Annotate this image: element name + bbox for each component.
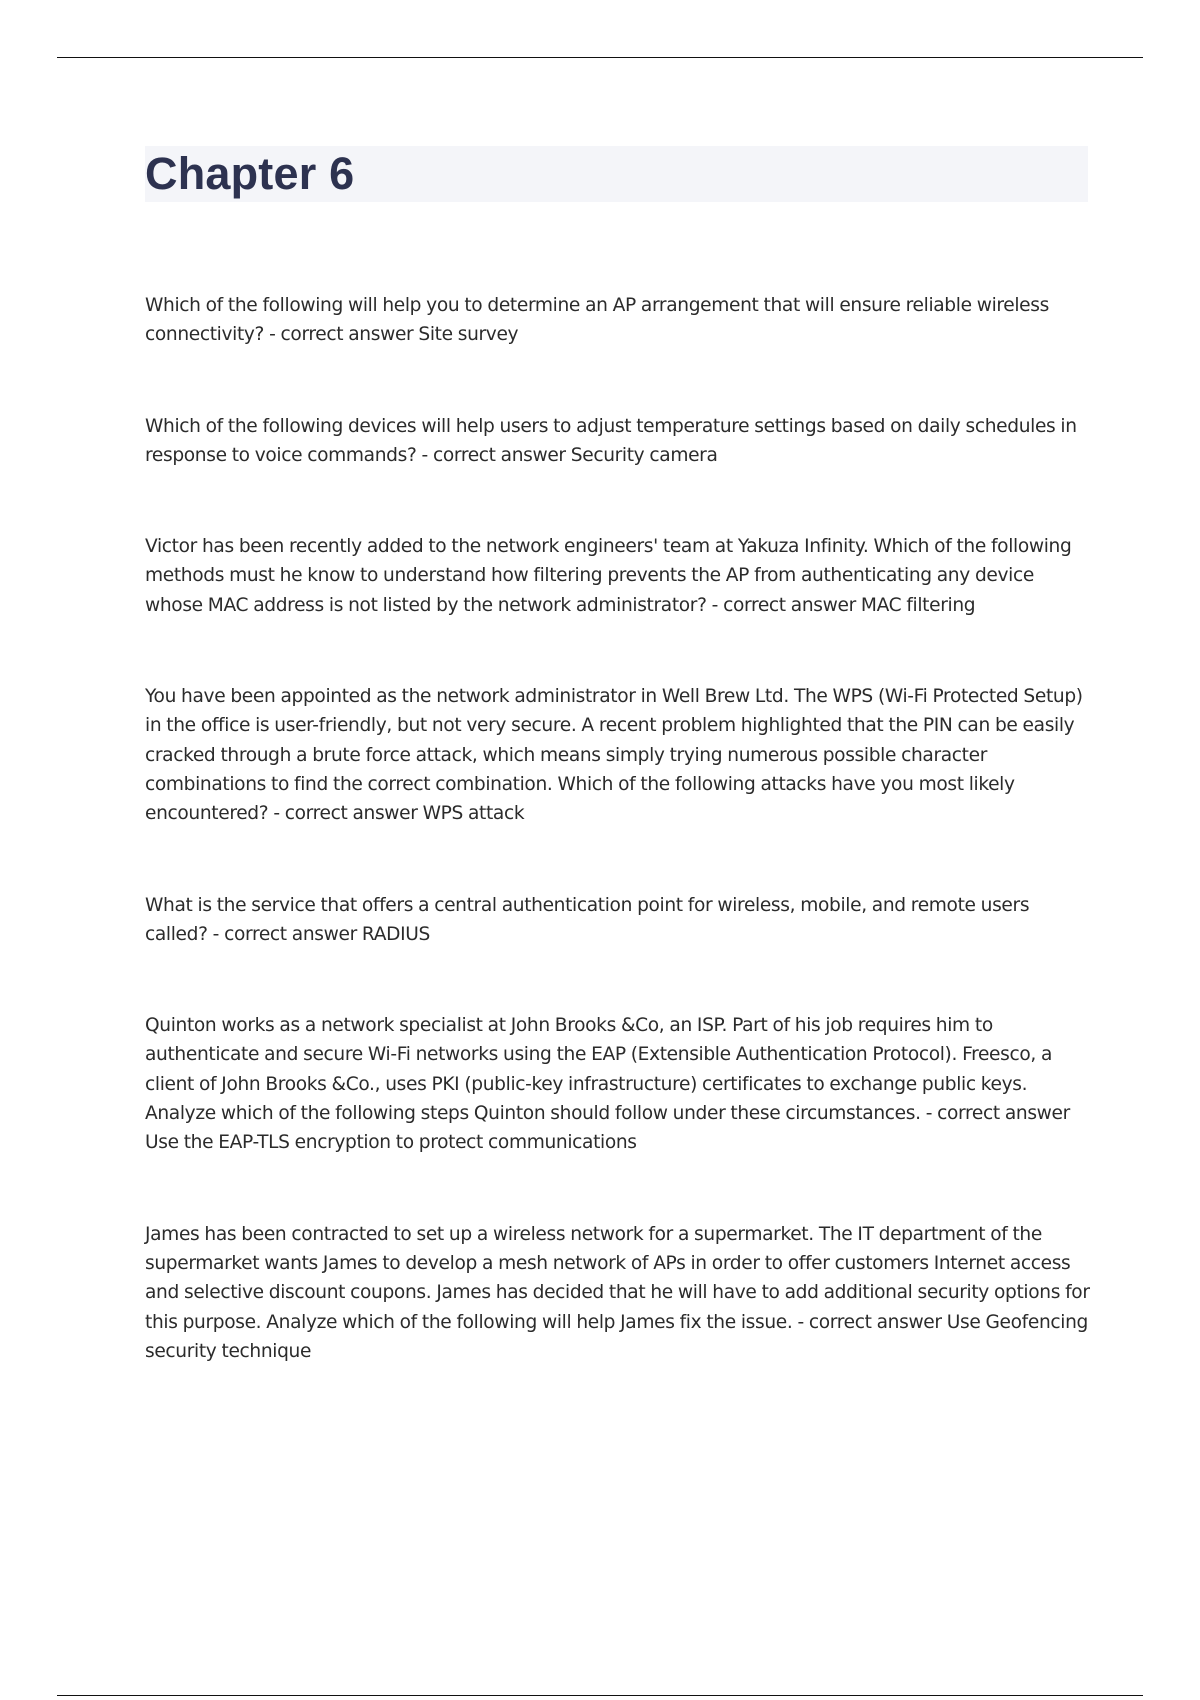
question-answer-list [145,291,1090,1428]
chapter-heading-band [145,146,1088,202]
qa-item: Victor has been recently added to the network engineers' team at Yakuza Infinity. Which of the following methods must he know to understand how filtering prevents the AP from authenticating any device whose MAC address is not listed by the network administrator? - correct answer MAC filtering [145,536,1072,616]
qa-item: Which of the following devices will help users to adjust temperature settings based on daily schedules in response to voice commands? - correct answer Security camera [145,415,1077,466]
chapter-title: Chapter 6 [145,148,355,199]
qa-item: What is the service that offers a central authentication point for wireless, mobile, and remote users called? - correct answer RADIUS [145,894,1030,945]
bottom-rule [57,1695,1143,1696]
qa-item: Which of the following will help you to determine an AP arrangement that will ensure reliable wireless connectivity? - correct answer Site survey [145,295,1049,346]
qa-item: You have been appointed as the network administrator in Well Brew Ltd. The WPS (Wi-Fi Protected Setup) in the office is user-friendly, but not very secure. A recent problem highlighted that the PIN can be easily cracked through a brute force attack, which means simply trying numerous possible character combinations to find the correct combination. Which of the following attacks have you most likely encountered? - correct answer WPS attack [145,686,1083,825]
qa-item: Quinton works as a network specialist at John Brooks &Co, an ISP. Part of his job requires him to authenticate and secure Wi-Fi networks using the EAP (Extensible Authentication Protocol). Freesco, a client of John Brooks &Co., uses PKI (public-key infrastructure) certificates to exchange public keys. Analyze which of the following steps Quinton should follow under these circumstances. - correct answer Use the EAP-TLS encryption to protect communications [145,1015,1070,1154]
top-rule [57,57,1143,58]
qa-item: James has been contracted to set up a wireless network for a supermarket. The IT department of the supermarket wants James to develop a mesh network of APs in order to offer customers Internet access and selective discount coupons. James has decided that he will have to add additional security options for this purpose. Analyze which of the following will help James fix the issue. - correct answer Use Geofencing security technique [145,1223,1090,1362]
